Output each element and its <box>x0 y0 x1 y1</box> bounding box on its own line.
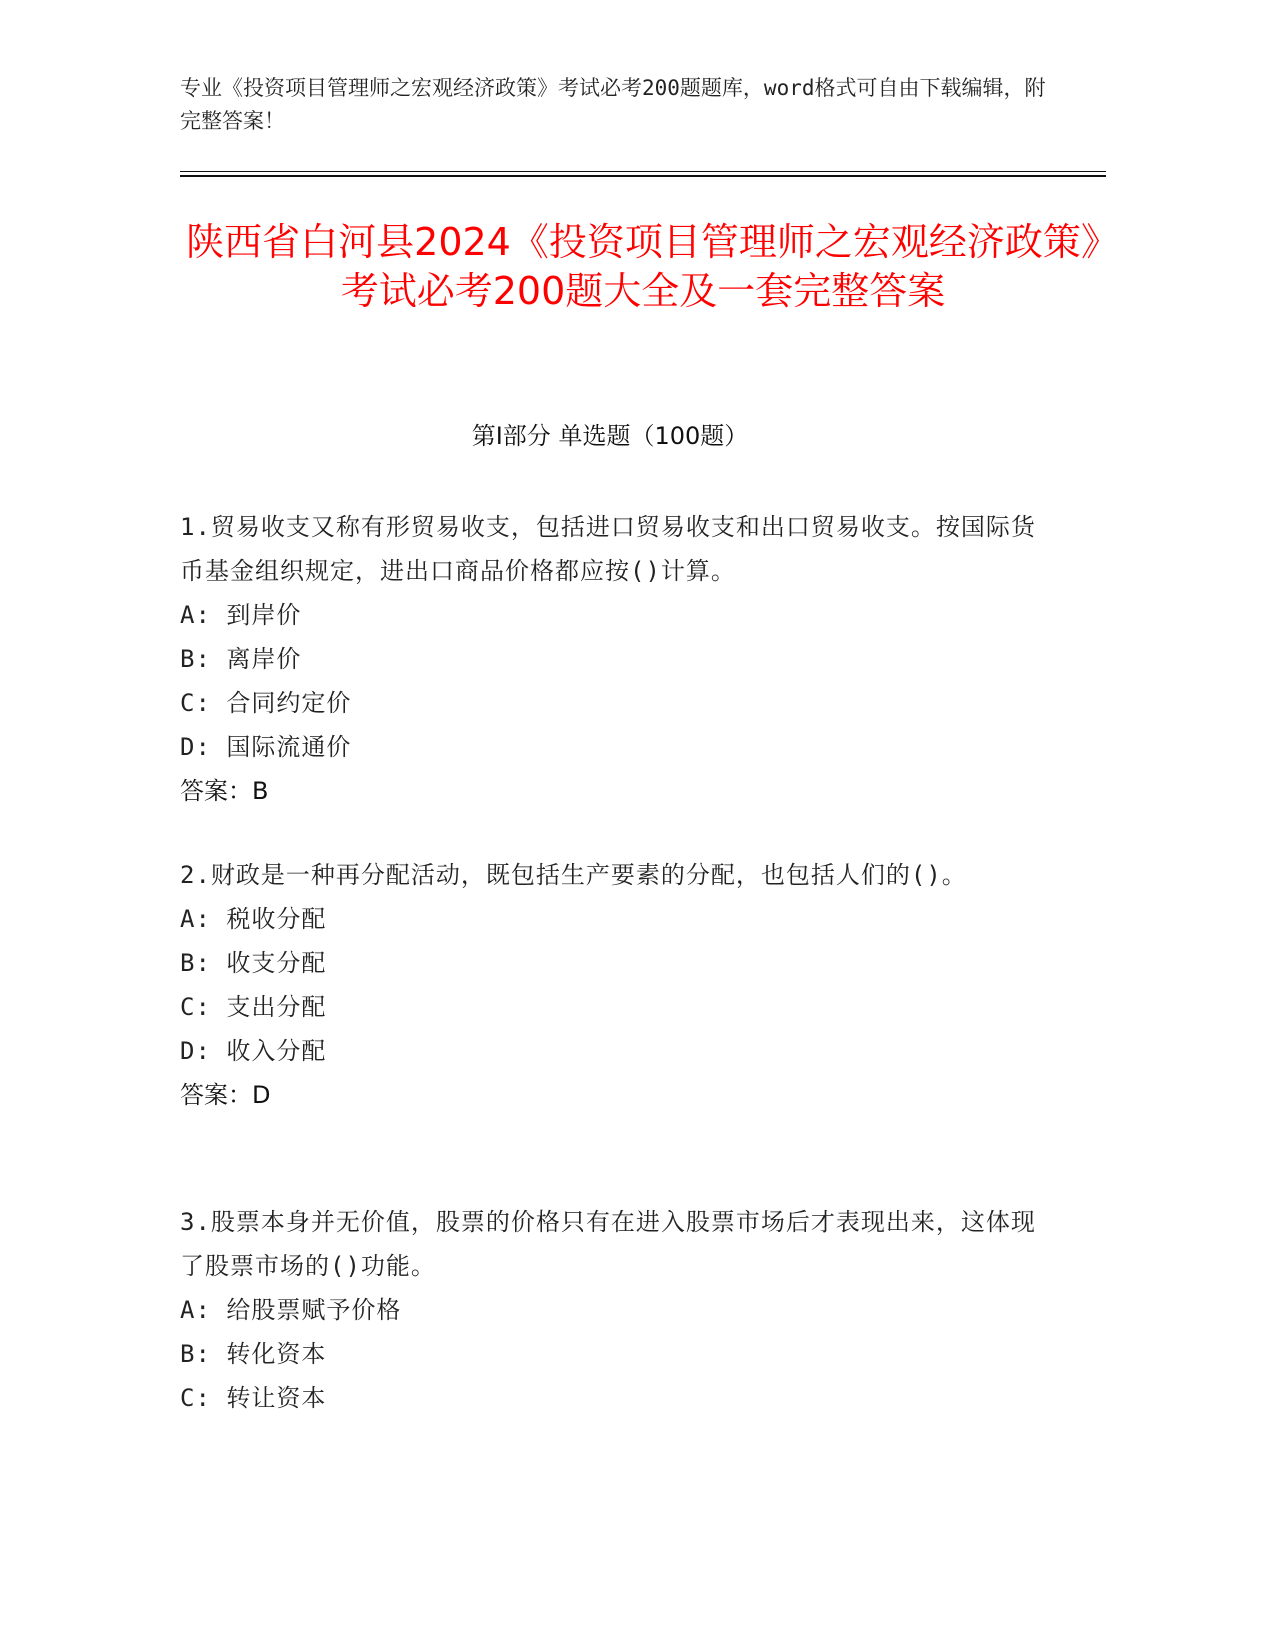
option-a: A: 给股票赋予价格 <box>180 1296 402 1324</box>
option-c: C: 支出分配 <box>180 993 327 1021</box>
question-block-2 <box>180 853 1060 1117</box>
option-b: B: 离岸价 <box>180 645 302 673</box>
question-block-3 <box>180 1200 1060 1420</box>
question-stem: 3.股票本身并无价值，股票的价格只有在进入股票市场后才表现出来，这体现了股票市场的()功能。 <box>180 1208 1036 1280</box>
question-block-1 <box>180 505 1060 813</box>
header-divider-thin <box>180 171 1106 172</box>
option-c: C: 转让资本 <box>180 1384 327 1412</box>
section-heading: 第Ⅰ部分 单选题（100题） <box>471 422 749 450</box>
header-divider-thick <box>180 175 1106 177</box>
question-stem: 2.财政是一种再分配活动，既包括生产要素的分配，也包括人们的()。 <box>180 861 967 889</box>
header-note: 专业《投资项目管理师之宏观经济政策》考试必考200题题库，word格式可自由下载编辑，附完整答案！ <box>180 76 1046 133</box>
option-a: A: 到岸价 <box>180 601 302 629</box>
option-c: C: 合同约定价 <box>180 689 352 717</box>
option-b: B: 收支分配 <box>180 949 327 977</box>
option-b: B: 转化资本 <box>180 1340 327 1368</box>
option-d: D: 国际流通价 <box>180 733 352 761</box>
document-title: 陕西省白河县2024《投资项目管理师之宏观经济政策》考试必考200题大全及一套完整答案 <box>186 220 1100 313</box>
option-a: A: 税收分配 <box>180 905 327 933</box>
answer-line: 答案：B <box>180 777 269 805</box>
question-stem: 1.贸易收支又称有形贸易收支，包括进口贸易收支和出口贸易收支。按国际货币基金组织规定，进出口商品价格都应按()计算。 <box>180 513 1036 585</box>
option-d: D: 收入分配 <box>180 1037 327 1065</box>
answer-line: 答案：D <box>180 1081 271 1109</box>
